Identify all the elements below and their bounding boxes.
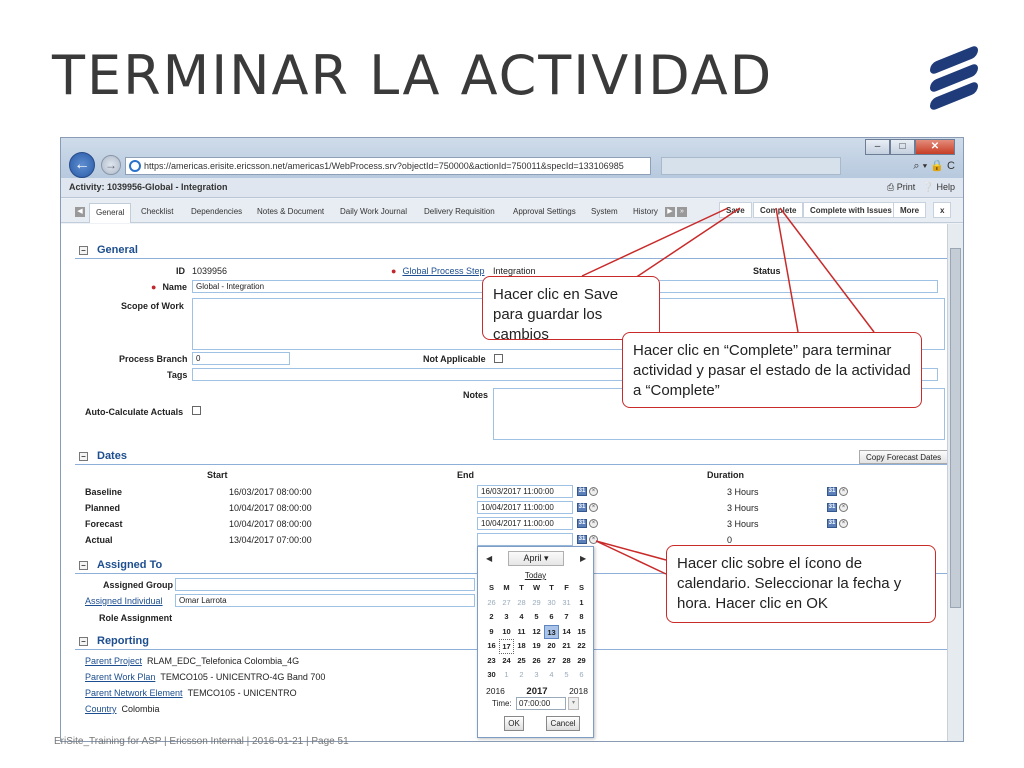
tab-scroll-right-icon[interactable]: ▶ bbox=[665, 207, 675, 217]
prev-month-icon[interactable]: ◀ bbox=[486, 554, 493, 563]
section-divider bbox=[75, 258, 947, 259]
calendar-day[interactable]: 19 bbox=[532, 641, 541, 650]
clear-icon[interactable]: × bbox=[589, 503, 598, 512]
year-selector bbox=[486, 686, 588, 697]
calendar-day[interactable]: 31 bbox=[562, 597, 571, 607]
calendar-day[interactable]: 30 bbox=[547, 597, 556, 607]
calendar-icon[interactable]: 31 bbox=[828, 488, 836, 494]
process-branch-field[interactable]: 0 bbox=[192, 352, 290, 365]
calendar-day[interactable]: 24 bbox=[502, 655, 511, 665]
id-label: ID bbox=[176, 266, 185, 276]
process-step-label: ● Global Process Step bbox=[391, 266, 485, 276]
ok-button[interactable]: OK bbox=[504, 716, 524, 731]
browser-titlebar bbox=[61, 138, 963, 178]
today-link[interactable]: Today bbox=[524, 571, 547, 580]
calendar-day[interactable]: 25 bbox=[517, 655, 526, 665]
actual-end-calendar-icon[interactable]: 31 bbox=[578, 536, 586, 542]
weekday-header: F bbox=[564, 583, 569, 592]
end-field[interactable]: 10/04/2017 11:00:00 bbox=[477, 501, 573, 514]
window-controls bbox=[865, 139, 955, 155]
not-applicable-checkbox[interactable] bbox=[494, 354, 503, 363]
end-field[interactable] bbox=[477, 533, 573, 546]
section-dates[interactable]: – Dates bbox=[79, 450, 127, 462]
next-year[interactable]: 2018 bbox=[569, 686, 588, 696]
calendar-day[interactable]: 10 bbox=[502, 626, 511, 636]
ie-icon bbox=[129, 160, 141, 172]
assigned-group-field[interactable] bbox=[175, 578, 475, 591]
calendar-day[interactable]: 16 bbox=[487, 641, 496, 650]
start-value: 10/04/2017 08:00:00 bbox=[229, 503, 312, 513]
auto-calculate-checkbox[interactable] bbox=[192, 406, 201, 415]
calendar-day[interactable]: 15 bbox=[577, 626, 586, 636]
weekday-header: W bbox=[532, 583, 541, 592]
duration-value: 0 bbox=[727, 535, 733, 545]
scope-of-work-label: Scope of Work bbox=[121, 301, 184, 311]
tab-checklist[interactable]: Checklist bbox=[141, 207, 174, 216]
time-field[interactable]: 07:00:00 bbox=[516, 697, 566, 710]
collapse-icon[interactable]: – bbox=[79, 452, 88, 461]
scrollbar-thumb[interactable] bbox=[950, 248, 961, 608]
calendar-day[interactable]: 23 bbox=[487, 655, 496, 665]
calendar-day[interactable]: 8 bbox=[579, 612, 584, 621]
end-field[interactable]: 10/04/2017 11:00:00 bbox=[477, 517, 573, 530]
start-value: 10/04/2017 08:00:00 bbox=[229, 519, 312, 529]
section-reporting[interactable]: – Reporting bbox=[79, 635, 149, 647]
activity-title: Activity: 1039956-Global - Integration bbox=[69, 182, 228, 192]
calendar-day[interactable]: 12 bbox=[532, 626, 541, 636]
parent-work-plan-row: Parent Work Plan TEMCO105 - UNICENTRO-4G Band 700 bbox=[85, 672, 326, 682]
calendar-day[interactable]: 1 bbox=[579, 597, 584, 607]
collapse-icon[interactable]: – bbox=[79, 246, 88, 255]
help-link[interactable]: Help bbox=[936, 182, 955, 192]
assigned-individual-label: Assigned Individual bbox=[85, 596, 163, 606]
tab-history[interactable]: History bbox=[633, 207, 658, 216]
copy-forecast-dates-button[interactable]: Copy Forecast Dates bbox=[859, 450, 948, 464]
start-value: 16/03/2017 08:00:00 bbox=[229, 487, 312, 497]
tab-general[interactable]: General bbox=[89, 203, 131, 223]
calendar-day[interactable]: 14 bbox=[562, 626, 571, 636]
calendar-day[interactable]: 4 bbox=[519, 612, 524, 621]
calendar-day[interactable]: 26 bbox=[532, 655, 541, 665]
vertical-scrollbar[interactable] bbox=[947, 224, 963, 741]
calendar-day[interactable]: 5 bbox=[534, 612, 539, 621]
calendar-grid bbox=[484, 581, 590, 683]
calendar-day[interactable]: 11 bbox=[517, 626, 526, 636]
tab-delivery-requisition[interactable]: Delivery Requisition bbox=[424, 207, 495, 216]
parent-project-link[interactable]: Parent Project bbox=[85, 656, 143, 666]
calendar-icon[interactable]: 31 bbox=[828, 504, 836, 510]
calendar-day[interactable]: 2 bbox=[519, 670, 524, 679]
tab-system[interactable]: System bbox=[591, 207, 618, 216]
calendar-day[interactable]: 28 bbox=[517, 597, 526, 607]
callout-save: Hacer clic en Save para guardar los cambios bbox=[482, 276, 660, 340]
calendar-day[interactable]: 30 bbox=[487, 670, 496, 679]
auto-calculate-label: Auto-Calculate Actuals bbox=[85, 407, 184, 417]
calendar-day[interactable]: 27 bbox=[502, 597, 511, 607]
tab-approval-settings[interactable]: Approval Settings bbox=[513, 207, 576, 216]
duration-value: 3 Hours bbox=[727, 503, 759, 513]
month-select[interactable]: April ▾ bbox=[508, 551, 564, 566]
calendar-day[interactable]: 27 bbox=[547, 655, 556, 665]
minimize-icon[interactable]: – bbox=[865, 139, 890, 155]
prev-year[interactable]: 2016 bbox=[486, 686, 505, 696]
tags-label: Tags bbox=[167, 370, 188, 380]
calendar-day[interactable]: 28 bbox=[562, 655, 571, 665]
calendar-day[interactable]: 1 bbox=[504, 670, 509, 679]
calendar-day[interactable]: 2 bbox=[489, 612, 494, 621]
ericsson-logo-icon bbox=[930, 40, 980, 106]
browser-window bbox=[60, 137, 964, 742]
clear-icon[interactable]: × bbox=[589, 487, 598, 496]
print-link[interactable]: Print bbox=[896, 182, 916, 192]
calendar-day[interactable]: 7 bbox=[564, 612, 569, 621]
maximize-icon[interactable]: □ bbox=[890, 139, 915, 155]
complete-with-issues-button[interactable]: Complete with Issues bbox=[803, 202, 899, 218]
parent-project-row: Parent Project RLAM_EDC_Telefonica Colombia_4G bbox=[85, 656, 300, 666]
slide-title: TERMINAR LA ACTIVIDAD bbox=[52, 44, 774, 107]
weekday-header: T bbox=[549, 583, 554, 592]
notes-label: Notes bbox=[463, 390, 489, 400]
time-dropdown-icon[interactable]: ▾ bbox=[568, 697, 579, 710]
clear-icon[interactable]: × bbox=[589, 519, 598, 528]
calendar-day[interactable]: 3 bbox=[534, 670, 539, 679]
calendar-icon[interactable]: 31 bbox=[828, 520, 836, 526]
row-label: Forecast bbox=[85, 519, 123, 529]
time-label: Time: bbox=[492, 699, 512, 708]
calendar-icon[interactable]: 31 bbox=[578, 488, 586, 494]
calendar-header bbox=[478, 551, 593, 567]
address-bar[interactable] bbox=[125, 157, 651, 175]
browser-tab[interactable] bbox=[661, 157, 841, 175]
calendar-day[interactable]: 5 bbox=[564, 670, 569, 679]
country-link[interactable]: Country bbox=[85, 704, 117, 714]
id-value: 1039956 bbox=[192, 266, 228, 276]
assigned-group-label: Assigned Group bbox=[103, 580, 174, 590]
more-button[interactable]: More bbox=[893, 202, 926, 218]
calendar-day[interactable]: 22 bbox=[577, 641, 586, 650]
slide-footer: EriSite_Training for ASP | Ericsson Internal | 2016-01-21 | Page 51 bbox=[54, 736, 349, 747]
current-year: 2017 bbox=[526, 686, 548, 697]
callout-complete: Hacer clic en “Complete” para terminar actividad y pasar el estado de la actividad a “Complete” bbox=[622, 332, 922, 408]
calendar-day[interactable]: 4 bbox=[549, 670, 554, 679]
help-icon[interactable]: ❔ bbox=[922, 182, 934, 192]
tab-notes-document[interactable]: Notes & Document bbox=[257, 207, 325, 216]
clear-icon[interactable]: × bbox=[839, 503, 848, 512]
tab-scroll-left-icon[interactable]: ◀ bbox=[75, 207, 85, 217]
clear-icon[interactable]: × bbox=[839, 487, 848, 496]
parent-network-element-link[interactable]: Parent Network Element bbox=[85, 688, 183, 698]
close-window-icon[interactable]: ✕ bbox=[915, 139, 955, 155]
collapse-icon[interactable]: – bbox=[79, 561, 88, 570]
calendar-day[interactable]: 9 bbox=[489, 626, 494, 636]
activity-tabs bbox=[61, 199, 963, 223]
cancel-button[interactable]: Cancel bbox=[546, 716, 580, 731]
name-label: ● Name bbox=[151, 282, 187, 292]
tab-menu-icon[interactable]: » bbox=[677, 207, 687, 217]
role-assignment-label: Role Assignment bbox=[99, 613, 173, 623]
calendar-day[interactable]: 21 bbox=[562, 641, 571, 650]
date-picker-popup bbox=[477, 546, 594, 738]
complete-button[interactable]: Complete bbox=[753, 202, 803, 218]
back-icon[interactable]: ← bbox=[69, 152, 95, 178]
forward-icon[interactable]: → bbox=[101, 155, 121, 175]
close-activity-button[interactable]: x bbox=[933, 202, 951, 218]
calendar-day[interactable]: 13 bbox=[544, 625, 559, 640]
row-label: Baseline bbox=[85, 487, 123, 497]
duration-value: 3 Hours bbox=[727, 519, 759, 529]
collapse-icon[interactable]: – bbox=[79, 637, 88, 646]
col-end: End bbox=[457, 470, 474, 480]
address-tools[interactable]: ⌕ ▾ 🔒 C bbox=[913, 160, 955, 172]
assigned-individual-field[interactable]: Omar Larrota bbox=[175, 594, 475, 607]
calendar-day[interactable]: 20 bbox=[547, 641, 556, 650]
calendar-day[interactable]: 29 bbox=[532, 597, 541, 607]
printer-icon[interactable]: ⎙ bbox=[887, 182, 895, 192]
calendar-icon[interactable]: 31 bbox=[578, 520, 586, 526]
next-month-icon[interactable]: ▶ bbox=[580, 554, 587, 563]
calendar-day[interactable]: 6 bbox=[549, 612, 554, 621]
section-divider bbox=[75, 464, 947, 465]
callout-calendar: Hacer clic sobre el ícono de calendario. Seleccionar la fecha y hora. Hacer clic en OK bbox=[666, 545, 936, 623]
section-assigned-to[interactable]: – Assigned To bbox=[79, 559, 162, 571]
not-applicable-label: Not Applicable bbox=[423, 354, 486, 364]
section-general[interactable]: – General bbox=[79, 244, 138, 256]
calendar-day[interactable]: 26 bbox=[487, 597, 496, 607]
clear-icon[interactable]: × bbox=[839, 519, 848, 528]
weekday-header: S bbox=[488, 583, 494, 592]
activity-header bbox=[61, 178, 963, 198]
header-actions bbox=[887, 178, 955, 196]
process-step-value: Integration bbox=[493, 266, 536, 276]
row-label: Actual bbox=[85, 535, 113, 545]
row-label: Planned bbox=[85, 503, 121, 513]
col-start: Start bbox=[207, 470, 228, 480]
country-row: Country Colombia bbox=[85, 704, 160, 714]
tab-daily-work-journal[interactable]: Daily Work Journal bbox=[340, 207, 407, 216]
save-button[interactable]: Save bbox=[719, 202, 752, 218]
calendar-day[interactable]: 3 bbox=[504, 612, 509, 621]
col-duration: Duration bbox=[707, 470, 744, 480]
name-field[interactable]: Global - Integration bbox=[192, 280, 938, 293]
calendar-day[interactable]: 18 bbox=[517, 641, 526, 650]
clear-icon[interactable]: × bbox=[589, 535, 598, 544]
calendar-day[interactable]: 6 bbox=[579, 670, 584, 679]
start-value: 13/04/2017 07:00:00 bbox=[229, 535, 312, 545]
parent-work-plan-link[interactable]: Parent Work Plan bbox=[85, 672, 156, 682]
calendar-day[interactable]: 29 bbox=[577, 655, 586, 665]
end-field[interactable]: 16/03/2017 11:00:00 bbox=[477, 485, 573, 498]
tab-dependencies[interactable]: Dependencies bbox=[191, 207, 243, 216]
parent-network-element-row: Parent Network Element TEMCO105 - UNICENTRO bbox=[85, 688, 297, 698]
calendar-icon[interactable]: 31 bbox=[578, 504, 586, 510]
weekday-header: M bbox=[503, 583, 510, 592]
status-label: Status bbox=[753, 266, 781, 276]
weekday-header: T bbox=[519, 583, 524, 592]
process-branch-label: Process Branch bbox=[119, 354, 188, 364]
url-text: https://americas.erisite.ericsson.net/americas1/WebProcess.srv?objectId=750000&actionId=750011&specId=133106985 bbox=[144, 161, 624, 171]
calendar-day[interactable]: 17 bbox=[499, 639, 514, 654]
weekday-header: S bbox=[578, 583, 584, 592]
duration-value: 3 Hours bbox=[727, 487, 759, 497]
